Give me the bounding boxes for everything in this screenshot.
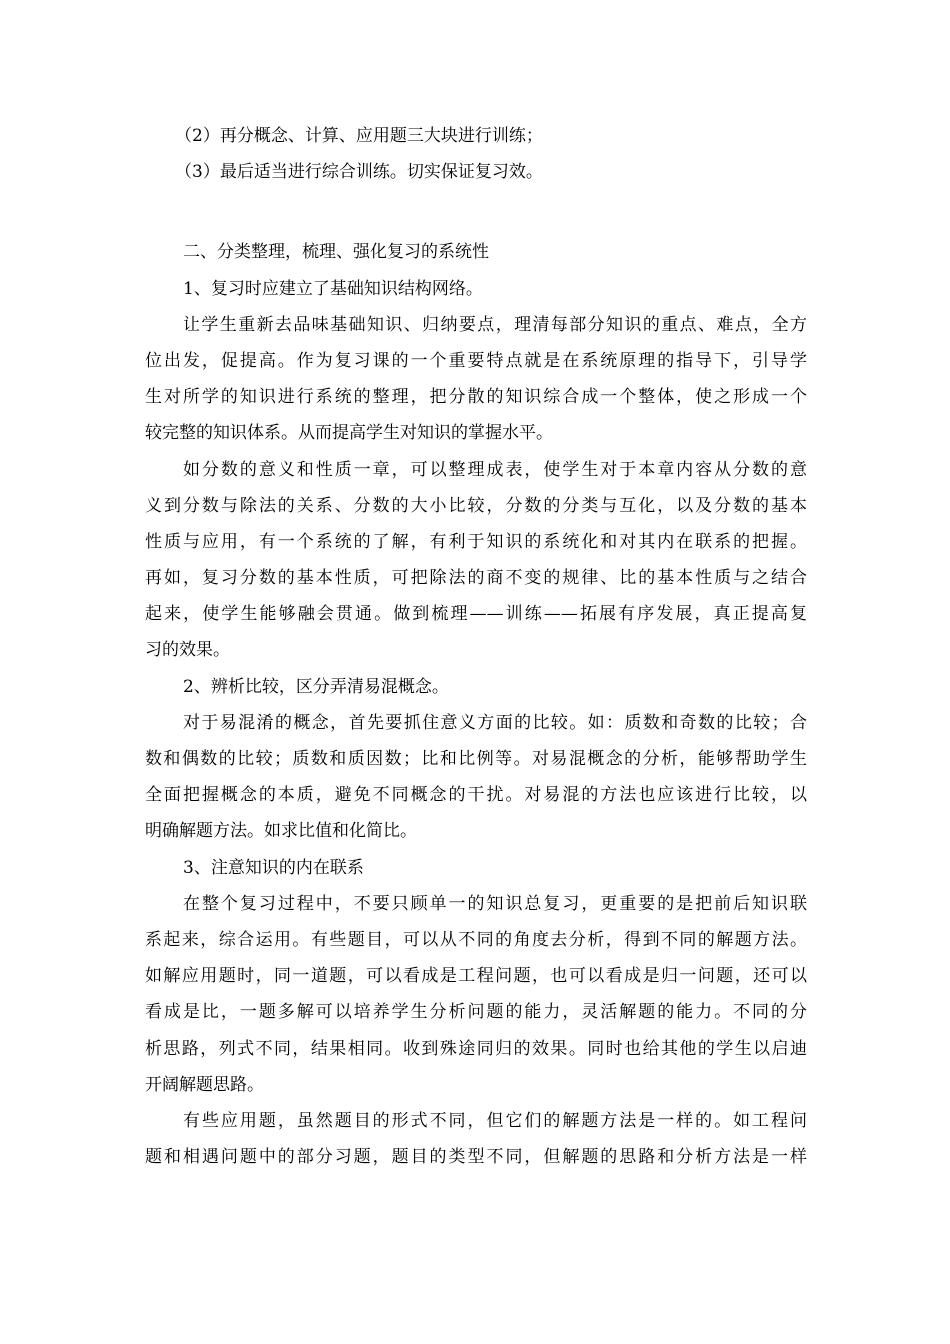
paragraph-line: 起来，使学生能够融会贯通。做到梳理——训练——拓展有序发展，真正提高复 [145,604,807,625]
paragraph-line: 位出发，促提高。作为复习课的一个重要特点就是在系统原理的指导下，引导学 [145,350,807,371]
paragraph-line: 题和相遇问题中的部分习题，题目的类型不同，但解题的思路和分析方法是一样 [145,1147,807,1168]
paragraph-line: 明确解题方法。如求比值和化简比。 [145,821,417,842]
paragraph-line: 有些应用题，虽然题目的形式不同，但它们的解题方法是一样的。如工程问 [183,1110,807,1131]
paragraph-line: 性质与应用，有一个系统的了解，有利于知识的系统化和对其内在联系的把握。 [145,531,807,552]
paragraph-line: 如解应用题时，同一道题，可以看成是工程问题，也可以看成是归一问题，还可以 [145,966,807,987]
paragraph-line: 生对所学的知识进行系统的整理，把分散的知识综合成一个整体，使之形成一个 [145,387,807,408]
paragraph-line: 系起来，综合运用。有些题目，可以从不同的角度去分析，得到不同的解题方法。 [145,929,807,950]
subheading-2: 2、辨析比较，区分弄清易混概念。 [183,676,449,697]
paragraph-line: 再如，复习分数的基本性质，可把除法的商不变的规律、比的基本性质与之结合 [145,568,807,589]
paragraph-line: 看成是比，一题多解可以培养学生分析问题的能力，灵活解题的能力。不同的分 [145,1002,807,1023]
paragraph-line: 习的效果。 [145,640,230,661]
list-item-2: （2）再分概念、计算、应用题三大块进行训练； [175,126,543,146]
list-item-3: （3）最后适当进行综合训练。切实保证复习效。 [175,162,543,183]
section-gap [145,190,807,234]
paragraph-line: 在整个复习过程中，不要只顾单一的知识总复习，更重要的是把前后知识联 [183,893,807,914]
paragraph-line: 让学生重新去品味基础知识、归纳要点，理清每部分知识的重点、难点，全方 [183,314,807,335]
paragraph-line: 析思路，列式不同，结果相同。收到殊途同归的效果。同时也给其他的学生以启迪 [145,1038,807,1059]
paragraph-line: 数和偶数的比较；质数和质因数；比和比例等。对易混概念的分析，能够帮助学生 [145,749,807,769]
document-body [145,118,807,1175]
paragraph-line: 对于易混淆的概念，首先要抓住意义方面的比较。如：质数和奇数的比较；合 [183,712,807,733]
paragraph-line: 开阔解题思路。 [145,1074,264,1095]
paragraph-line: 如分数的意义和性质一章，可以整理成表，使学生对于本章内容从分数的意 [183,459,807,480]
subheading-3: 3、注意知识的内在联系 [183,857,364,878]
section-heading-2: 二、分类整理，梳理、强化复习的系统性 [183,242,489,263]
subheading-1: 1、复习时应建立了基础知识结构网络。 [183,278,483,299]
paragraph-line: 全面把握概念的本质，避免不同概念的干扰。对易混的方法也应该进行比较，以 [145,785,807,806]
paragraph-line: 较完整的知识体系。从而提高学生对知识的掌握水平。 [145,423,553,444]
paragraph-line: 义到分数与除法的关系、分数的大小比较，分数的分类与互化，以及分数的基本 [145,495,807,516]
